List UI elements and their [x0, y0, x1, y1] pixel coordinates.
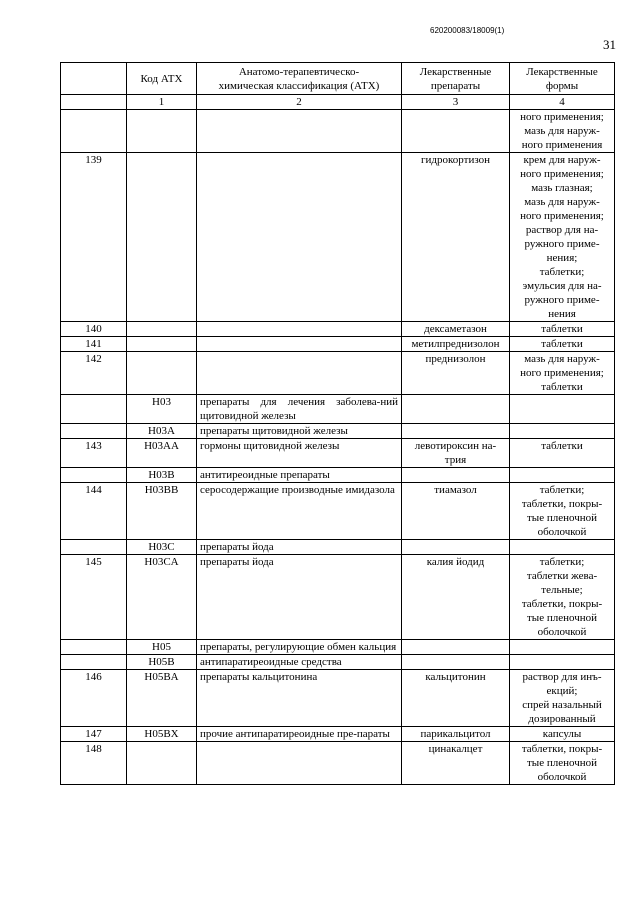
dosage-form-line: дозированный: [528, 713, 596, 725]
row-number: 140: [61, 322, 127, 337]
table-row: [61, 483, 615, 540]
atc-code: H03BB: [127, 483, 197, 540]
atc-classification: [197, 352, 402, 395]
atc-code: [127, 337, 197, 352]
table-row: [61, 395, 615, 424]
drug-name: [402, 395, 510, 424]
drug-name: [402, 655, 510, 670]
table-row: [61, 670, 615, 727]
drug-name: гидрокортизон: [402, 153, 510, 322]
dosage-form-line: таблетки: [541, 381, 583, 393]
header-atc-code: Код АТХ: [127, 63, 197, 95]
atc-code: [127, 153, 197, 322]
dosage-form-line: таблетки: [541, 338, 583, 350]
atc-code: H03A: [127, 424, 197, 439]
drug-name: [402, 424, 510, 439]
drug-name: преднизолон: [402, 352, 510, 395]
dosage-form-line: таблетки жева-: [526, 570, 598, 582]
header-classification-line: Анатомо-терапевтическо-: [238, 65, 360, 78]
dosage-form-line: таблетки: [541, 440, 583, 452]
row-number: [61, 468, 127, 483]
dosage-form-line: ного применения;: [520, 210, 604, 222]
row-number: [61, 655, 127, 670]
dosage-form-line: таблетки, покры-: [521, 598, 603, 610]
atc-code: [127, 110, 197, 153]
row-number: 141: [61, 337, 127, 352]
drug-name: [402, 640, 510, 655]
row-number: 142: [61, 352, 127, 395]
header-forms-line: формы: [545, 79, 579, 92]
dosage-form-line: раствор для инъ-: [522, 671, 602, 683]
table-row: [61, 540, 615, 555]
dosage-form-line: таблетки, покры-: [521, 498, 603, 510]
drug-name: калия йодид: [402, 555, 510, 640]
table-row: [61, 555, 615, 640]
dosage-forms: [510, 439, 615, 468]
header-classification: [197, 63, 402, 95]
table-row: [61, 727, 615, 742]
document-id: 620200083/18009(1): [430, 26, 505, 35]
row-number: 143: [61, 439, 127, 468]
atc-classification: препараты, регулирующие обмен кальция: [197, 640, 402, 655]
atc-code: H03C: [127, 540, 197, 555]
header-drugs: [402, 63, 510, 95]
row-number: 148: [61, 742, 127, 785]
atc-table: [60, 62, 615, 785]
column-number-row: [61, 95, 615, 110]
row-number: 139: [61, 153, 127, 322]
table-row: [61, 439, 615, 468]
drug-name: цинакалцет: [402, 742, 510, 785]
dosage-form-line: нения;: [546, 252, 578, 264]
atc-code: H05BA: [127, 670, 197, 727]
dosage-forms: [510, 727, 615, 742]
header-drugs-line: Лекарственные: [419, 65, 492, 78]
dosage-forms: [510, 322, 615, 337]
atc-code: H03AA: [127, 439, 197, 468]
drug-name: [402, 468, 510, 483]
atc-classification: серосодержащие производные имидазола: [197, 483, 402, 540]
row-number: 145: [61, 555, 127, 640]
dosage-form-line: мазь для наруж-: [524, 196, 600, 208]
atc-classification: [197, 153, 402, 322]
dosage-forms: [510, 742, 615, 785]
table-row: [61, 424, 615, 439]
drug-name: [402, 540, 510, 555]
row-number: 146: [61, 670, 127, 727]
atc-code: [127, 352, 197, 395]
header-classification-line: химическая классификация (АТХ): [218, 79, 380, 92]
atc-classification: препараты щитовидной железы: [197, 424, 402, 439]
row-number: 147: [61, 727, 127, 742]
column-number: 2: [197, 95, 402, 110]
atc-classification: препараты кальцитонина: [197, 670, 402, 727]
dosage-form-line: оболочкой: [537, 771, 587, 783]
drug-name: парикальцитол: [402, 727, 510, 742]
atc-classification: гормоны щитовидной железы: [197, 439, 402, 468]
atc-code: H03B: [127, 468, 197, 483]
row-number: 144: [61, 483, 127, 540]
dosage-forms: [510, 153, 615, 322]
table-header-row: [61, 63, 615, 95]
table-row: [61, 468, 615, 483]
dosage-form-line: оболочкой: [537, 526, 587, 538]
row-number: [61, 424, 127, 439]
dosage-forms: [510, 110, 615, 153]
dosage-forms: [510, 555, 615, 640]
dosage-form-line: нения: [548, 308, 576, 320]
dosage-form-line: мазь глазная;: [531, 182, 593, 194]
row-number: [61, 110, 127, 153]
header-drugs-line: препараты: [430, 79, 481, 92]
atc-classification: [197, 322, 402, 337]
table-row: [61, 110, 615, 153]
dosage-form-line: тые пленочной: [527, 612, 597, 624]
dosage-form-line: мазь для наруж-: [524, 125, 600, 137]
dosage-forms: [510, 337, 615, 352]
dosage-form-line: мазь для наруж-: [524, 353, 600, 365]
header-forms: [510, 63, 615, 95]
table-row: [61, 337, 615, 352]
drug-name: левотироксин на-трия: [402, 439, 510, 468]
column-number: 1: [127, 95, 197, 110]
drug-name: кальцитонин: [402, 670, 510, 727]
dosage-form-line: оболочкой: [537, 626, 587, 638]
dosage-form-line: раствор для на-: [525, 224, 599, 236]
header-forms-line: Лекарственные: [526, 65, 598, 78]
dosage-forms: [510, 468, 615, 483]
atc-code: [127, 322, 197, 337]
dosage-form-line: таблетки: [541, 323, 583, 335]
dosage-forms: [510, 640, 615, 655]
atc-code: H05BX: [127, 727, 197, 742]
dosage-form-line: капсулы: [542, 728, 582, 740]
atc-classification: [197, 110, 402, 153]
drug-name: [402, 110, 510, 153]
dosage-form-line: таблетки;: [539, 266, 585, 278]
page-number: 31: [603, 37, 616, 52]
atc-classification: прочие антипаратиреоидные пре-параты: [197, 727, 402, 742]
row-number: [61, 640, 127, 655]
column-number: [61, 95, 127, 110]
dosage-form-line: ного применения: [521, 139, 603, 151]
dosage-form-line: ного применения;: [520, 111, 604, 123]
dosage-form-line: ружного приме-: [524, 294, 600, 306]
dosage-form-line: таблетки;: [539, 556, 585, 568]
table-row: [61, 640, 615, 655]
dosage-form-line: тельные;: [541, 584, 583, 596]
dosage-form-line: спрей назальный: [522, 699, 602, 711]
table-row: [61, 352, 615, 395]
atc-classification: препараты йода: [197, 555, 402, 640]
atc-classification: [197, 337, 402, 352]
atc-code: H05B: [127, 655, 197, 670]
dosage-form-line: ружного приме-: [524, 238, 600, 250]
dosage-form-line: крем для наруж-: [523, 154, 601, 166]
dosage-forms: [510, 540, 615, 555]
dosage-form-line: таблетки, покры-: [521, 743, 603, 755]
drug-name: метилпреднизолон: [402, 337, 510, 352]
dosage-forms: [510, 352, 615, 395]
atc-classification: антипаратиреоидные средства: [197, 655, 402, 670]
column-number: 3: [402, 95, 510, 110]
dosage-form-line: эмульсия для на-: [522, 280, 602, 292]
dosage-forms: [510, 424, 615, 439]
header-number: [61, 63, 127, 95]
dosage-form-line: таблетки;: [539, 484, 585, 496]
drug-name: тиамазол: [402, 483, 510, 540]
column-number: 4: [510, 95, 615, 110]
drug-name: дексаметазон: [402, 322, 510, 337]
dosage-form-line: тые пленочной: [527, 512, 597, 524]
table-row: [61, 153, 615, 322]
atc-code: [127, 742, 197, 785]
dosage-forms: [510, 655, 615, 670]
dosage-form-line: ного применения;: [520, 168, 604, 180]
dosage-forms: [510, 483, 615, 540]
row-number: [61, 540, 127, 555]
row-number: [61, 395, 127, 424]
dosage-form-line: ного применения;: [520, 367, 604, 379]
dosage-form-line: екций;: [546, 685, 578, 697]
atc-code: H03CA: [127, 555, 197, 640]
atc-code: H05: [127, 640, 197, 655]
atc-classification: антитиреоидные препараты: [197, 468, 402, 483]
atc-classification: препараты йода: [197, 540, 402, 555]
dosage-form-line: тые пленочной: [527, 757, 597, 769]
atc-classification: препараты для лечения заболева-ний щитовидной железы: [197, 395, 402, 424]
atc-code: H03: [127, 395, 197, 424]
table-row: [61, 655, 615, 670]
table-row: [61, 322, 615, 337]
atc-classification: [197, 742, 402, 785]
table-row: [61, 742, 615, 785]
dosage-forms: [510, 670, 615, 727]
dosage-forms: [510, 395, 615, 424]
